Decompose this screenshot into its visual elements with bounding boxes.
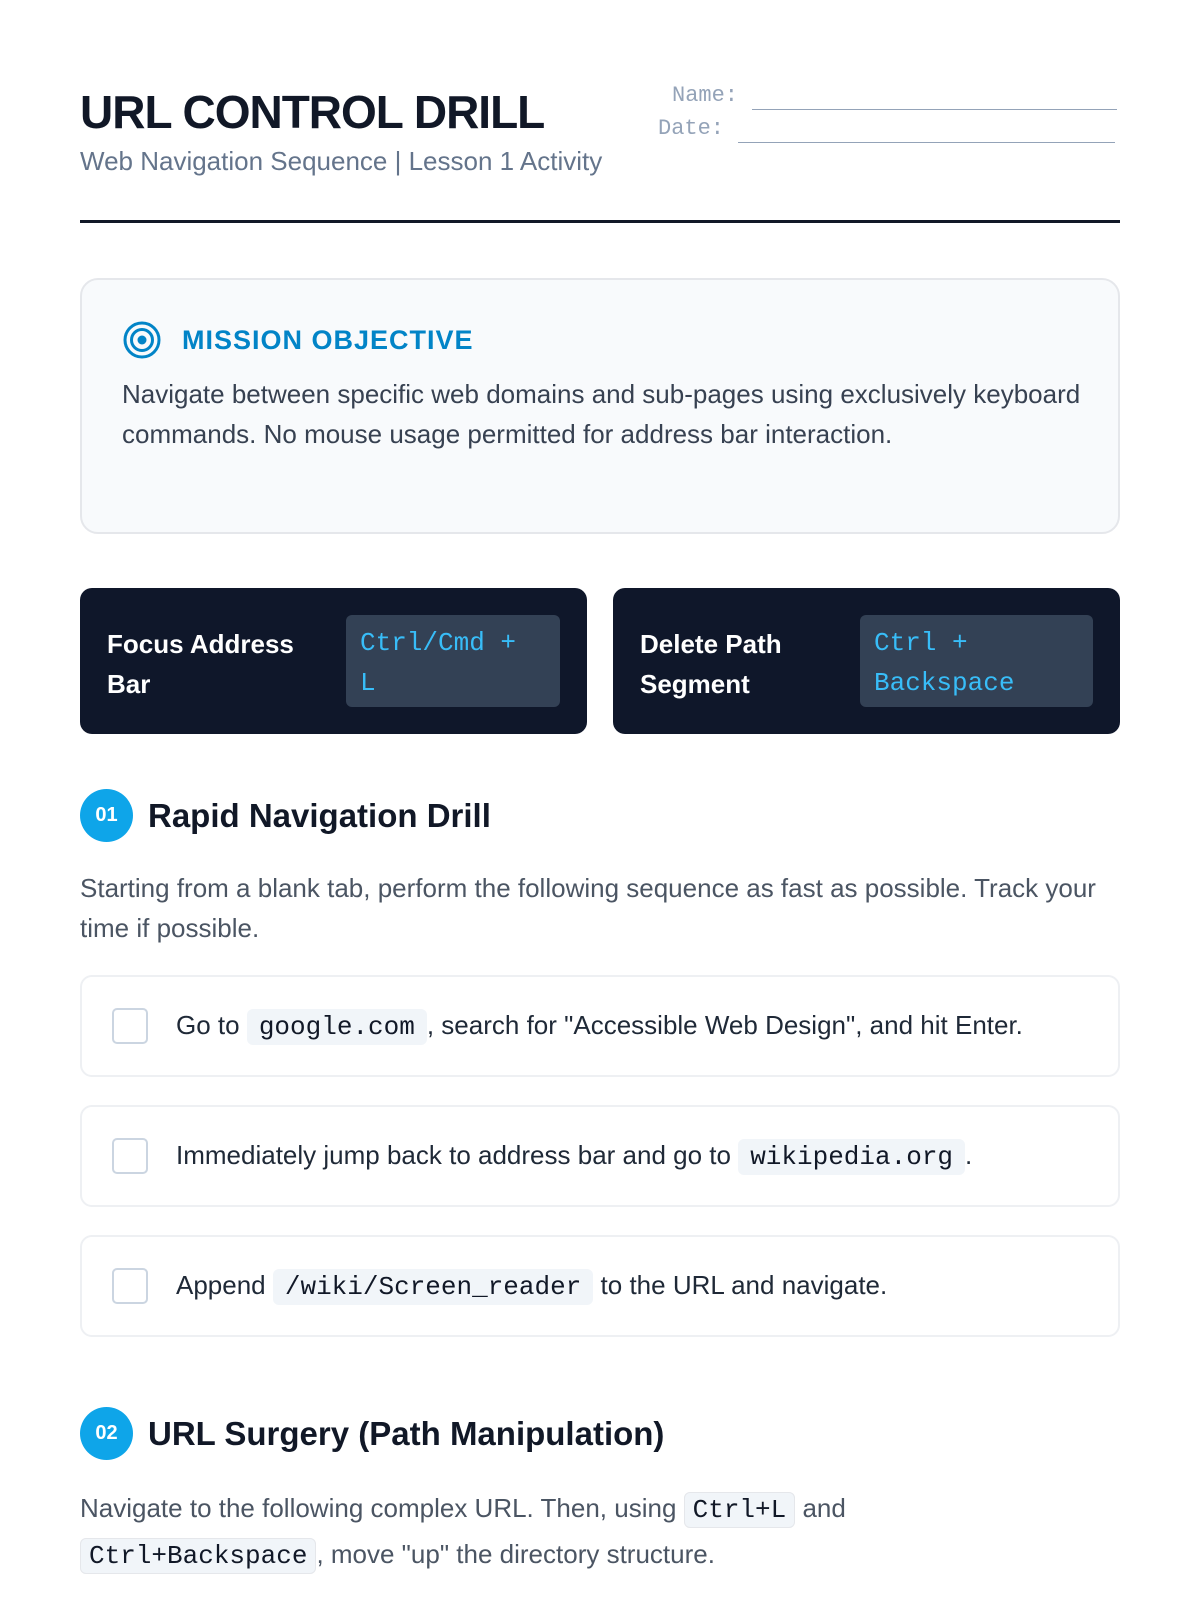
- task-checkbox[interactable]: [112, 1138, 148, 1174]
- task-item: [80, 1105, 1120, 1207]
- task-text-after: , search for "Accessible Web Design", and hit Enter.: [426, 1010, 1023, 1040]
- shortcut-label: Focus Address Bar: [107, 629, 294, 699]
- task-text: [176, 1010, 1023, 1042]
- name-label: Name:: [672, 83, 739, 108]
- task-checkbox[interactable]: [112, 1008, 148, 1044]
- section-header-02: [80, 1407, 664, 1460]
- intro-text: and: [795, 1493, 846, 1523]
- date-label: Date:: [658, 116, 725, 141]
- page-subtitle: Web Navigation Sequence | Lesson 1 Activity: [80, 146, 603, 176]
- task-text-before: Immediately jump back to address bar and go to: [176, 1140, 739, 1170]
- mission-text: Navigate between specific web domains and sub-pages using exclusively keyboard commands. No mouse usage permitted for address bar interaction.: [122, 379, 1081, 449]
- intro-code: Ctrl+Backspace: [80, 1538, 316, 1574]
- section-title: Rapid Navigation Drill: [148, 796, 491, 834]
- section-number-badge: 01: [80, 789, 133, 842]
- header-divider: [80, 220, 1120, 223]
- task-text-before: Append: [176, 1270, 273, 1300]
- task-code: /wiki/Screen_reader: [273, 1269, 593, 1305]
- section-header-01: [80, 789, 491, 842]
- task-code: wikipedia.org: [738, 1139, 965, 1175]
- section-intro: [80, 1486, 1120, 1578]
- header: [80, 0, 1120, 222]
- task-checkbox[interactable]: [112, 1268, 148, 1304]
- shortcut-card-delete-path-segment: [613, 588, 1120, 734]
- task-text-before: Go to: [176, 1010, 247, 1040]
- name-line[interactable]: [752, 83, 1117, 110]
- task-item: [80, 1235, 1120, 1337]
- worksheet-page: [80, 0, 1120, 1571]
- task-text: [176, 1270, 887, 1302]
- task-code: google.com: [247, 1009, 427, 1045]
- target-icon: [122, 320, 162, 360]
- shortcut-keys: Ctrl + Backspace: [860, 615, 1093, 707]
- date-line[interactable]: [738, 116, 1115, 143]
- task-item: [80, 975, 1120, 1077]
- intro-text: Navigate to the following complex URL. Then, using: [80, 1493, 684, 1523]
- section-intro: Starting from a blank tab, perform the following sequence as fast as possible. Track your time if possible.: [80, 873, 1096, 943]
- shortcut-card-focus-address-bar: [80, 588, 587, 734]
- section-title: URL Surgery (Path Manipulation): [148, 1414, 665, 1452]
- task-text-after: to the URL and navigate.: [593, 1270, 888, 1300]
- intro-text: , move "up" the directory structure.: [316, 1539, 715, 1569]
- mission-title: MISSION OBJECTIVE: [182, 324, 474, 355]
- page-title: URL CONTROL DRILL: [80, 86, 545, 138]
- mission-objective-box: [80, 278, 1120, 534]
- task-text-after: .: [965, 1140, 973, 1170]
- shortcut-keys: Ctrl/Cmd + L: [346, 615, 560, 707]
- shortcut-label: Delete Path Segment: [640, 629, 782, 699]
- intro-code: Ctrl+L: [684, 1492, 796, 1528]
- shortcut-cards: [80, 588, 1120, 734]
- task-text: [176, 1140, 972, 1172]
- name-field[interactable]: [672, 82, 1117, 110]
- date-field[interactable]: [658, 115, 1115, 143]
- mission-header: [122, 320, 1078, 360]
- section-number-badge: 02: [80, 1407, 133, 1460]
